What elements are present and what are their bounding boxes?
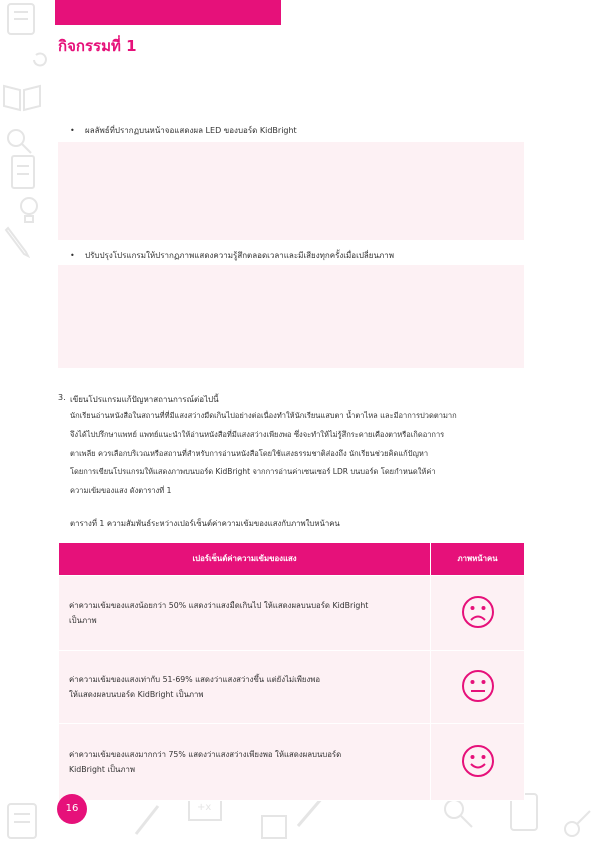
row-face-cell xyxy=(431,576,525,651)
table-row xyxy=(59,651,525,724)
bullet-dot: • xyxy=(70,126,75,135)
row-description xyxy=(59,576,431,651)
paragraph-line: ความเข้มของแสง ดังตารางที่ 1 xyxy=(70,486,172,495)
light-intensity-table xyxy=(58,542,525,801)
row-line: KidBright เป็นภาพ xyxy=(69,765,135,774)
row-face-cell xyxy=(431,651,525,724)
item-number: 3. xyxy=(58,393,66,402)
doodle-guitar-icon xyxy=(560,805,594,841)
doodle-open-book-icon xyxy=(0,80,44,114)
doodle-calculator-icon xyxy=(4,800,40,840)
bullet-text: ปรับปรุงโปรแกรมให้ปรากฏภาพแสดงความรู้สึกตลอดเวลาและมีเสียงทุกครั้งเมื่อเปลี่ยนภาพ xyxy=(85,251,395,260)
row-line: ค่าความเข้มของแสงมากกว่า 75% แสดงว่าแสงสว่างเพียงพอ ให้แสดงผลบนบอร์ด xyxy=(69,750,342,759)
doodle-pencil-icon xyxy=(2,222,32,258)
row-face-cell xyxy=(431,724,525,801)
paragraph-line: จึงได้ไปปรึกษาแพทย์ แพทย์แนะนำให้อ่านหนังสือที่มีแสงสว่างเพียงพอ ซึ่งจะทำให้ไม่รู้สึกระคายเคืองตาหรือเกิดอาการ xyxy=(70,430,445,439)
doodle-document-icon xyxy=(8,152,38,194)
row-description xyxy=(59,724,431,801)
paragraph-line: นักเรียนอ่านหนังสือในสถานที่ที่มีแสงสว่างมืดเกินไปอย่างต่อเนื่องทำให้นักเรียนแสบตา น้ำตาไหล และมีอาการปวดตามาก xyxy=(70,411,457,420)
table-caption: ตารางที่ 1 ความสัมพันธ์ระหว่างเปอร์เซ็นต์ค่าความเข้มของแสงกับภาพใบหน้าคน xyxy=(70,519,340,528)
table-row xyxy=(59,724,525,801)
sad-face-icon xyxy=(461,595,495,629)
doodle-notebook-icon xyxy=(2,0,50,40)
paragraph-line: โดยการเขียนโปรแกรมให้แสดงภาพบนบอร์ด KidBright จากการอ่านค่าเซนเซอร์ LDR บนบอร์ด โดยกำหนดให้ค่า xyxy=(70,467,436,476)
row-line: ค่าความเข้มของแสงเท่ากับ 51-69% แสดงว่าแสงสว่างขึ้น แต่ยังไม่เพียงพอ xyxy=(69,675,321,684)
row-line: เป็นภาพ xyxy=(69,616,97,625)
row-line: ให้แสดงผลบนบอร์ด KidBright เป็นภาพ xyxy=(69,690,204,699)
table-header-row xyxy=(59,543,525,576)
header-bar xyxy=(55,0,281,25)
doodle-refresh-icon xyxy=(30,48,50,70)
doodle-book-icon xyxy=(258,812,290,842)
page-number: 16 xyxy=(57,794,87,824)
answer-area-2[interactable] xyxy=(58,265,524,368)
activity-title: กิจกรรมที่ 1 xyxy=(58,37,137,55)
header-light-percent: เปอร์เซ็นต์ค่าความเข้มของแสง xyxy=(59,543,431,576)
bullet-text: ผลลัพธ์ที่ปรากฏบนหน้าจอแสดงผล LED ของบอร์ด KidBright xyxy=(85,126,297,135)
bullet-dot: • xyxy=(70,251,75,260)
row-description xyxy=(59,651,431,724)
neutral-face-icon xyxy=(461,669,495,703)
svg-text:+x: +x xyxy=(197,802,212,813)
doodle-ruler-icon xyxy=(130,800,164,840)
header-face-image: ภาพหน้าคน xyxy=(431,543,525,576)
table-row xyxy=(59,576,525,651)
paragraph-line: ตาเพลีย ควรเลือกบริเวณหรือสถานที่สำหรับการอ่านหนังสือโดยใช้แสงธรรมชาติส่องถึง นักเรียนช่วยคิดแก้ปัญหา xyxy=(70,449,429,458)
row-line: ค่าความเข้มของแสงน้อยกว่า 50% แสดงว่าแสงมืดเกินไป ให้แสดงผลบนบอร์ด KidBright xyxy=(69,601,369,610)
item-heading: เขียนโปรแกรมแก้ปัญหาสถานการณ์ต่อไปนี้ xyxy=(70,395,219,404)
answer-area-1[interactable] xyxy=(58,142,524,240)
happy-face-icon xyxy=(461,744,495,778)
